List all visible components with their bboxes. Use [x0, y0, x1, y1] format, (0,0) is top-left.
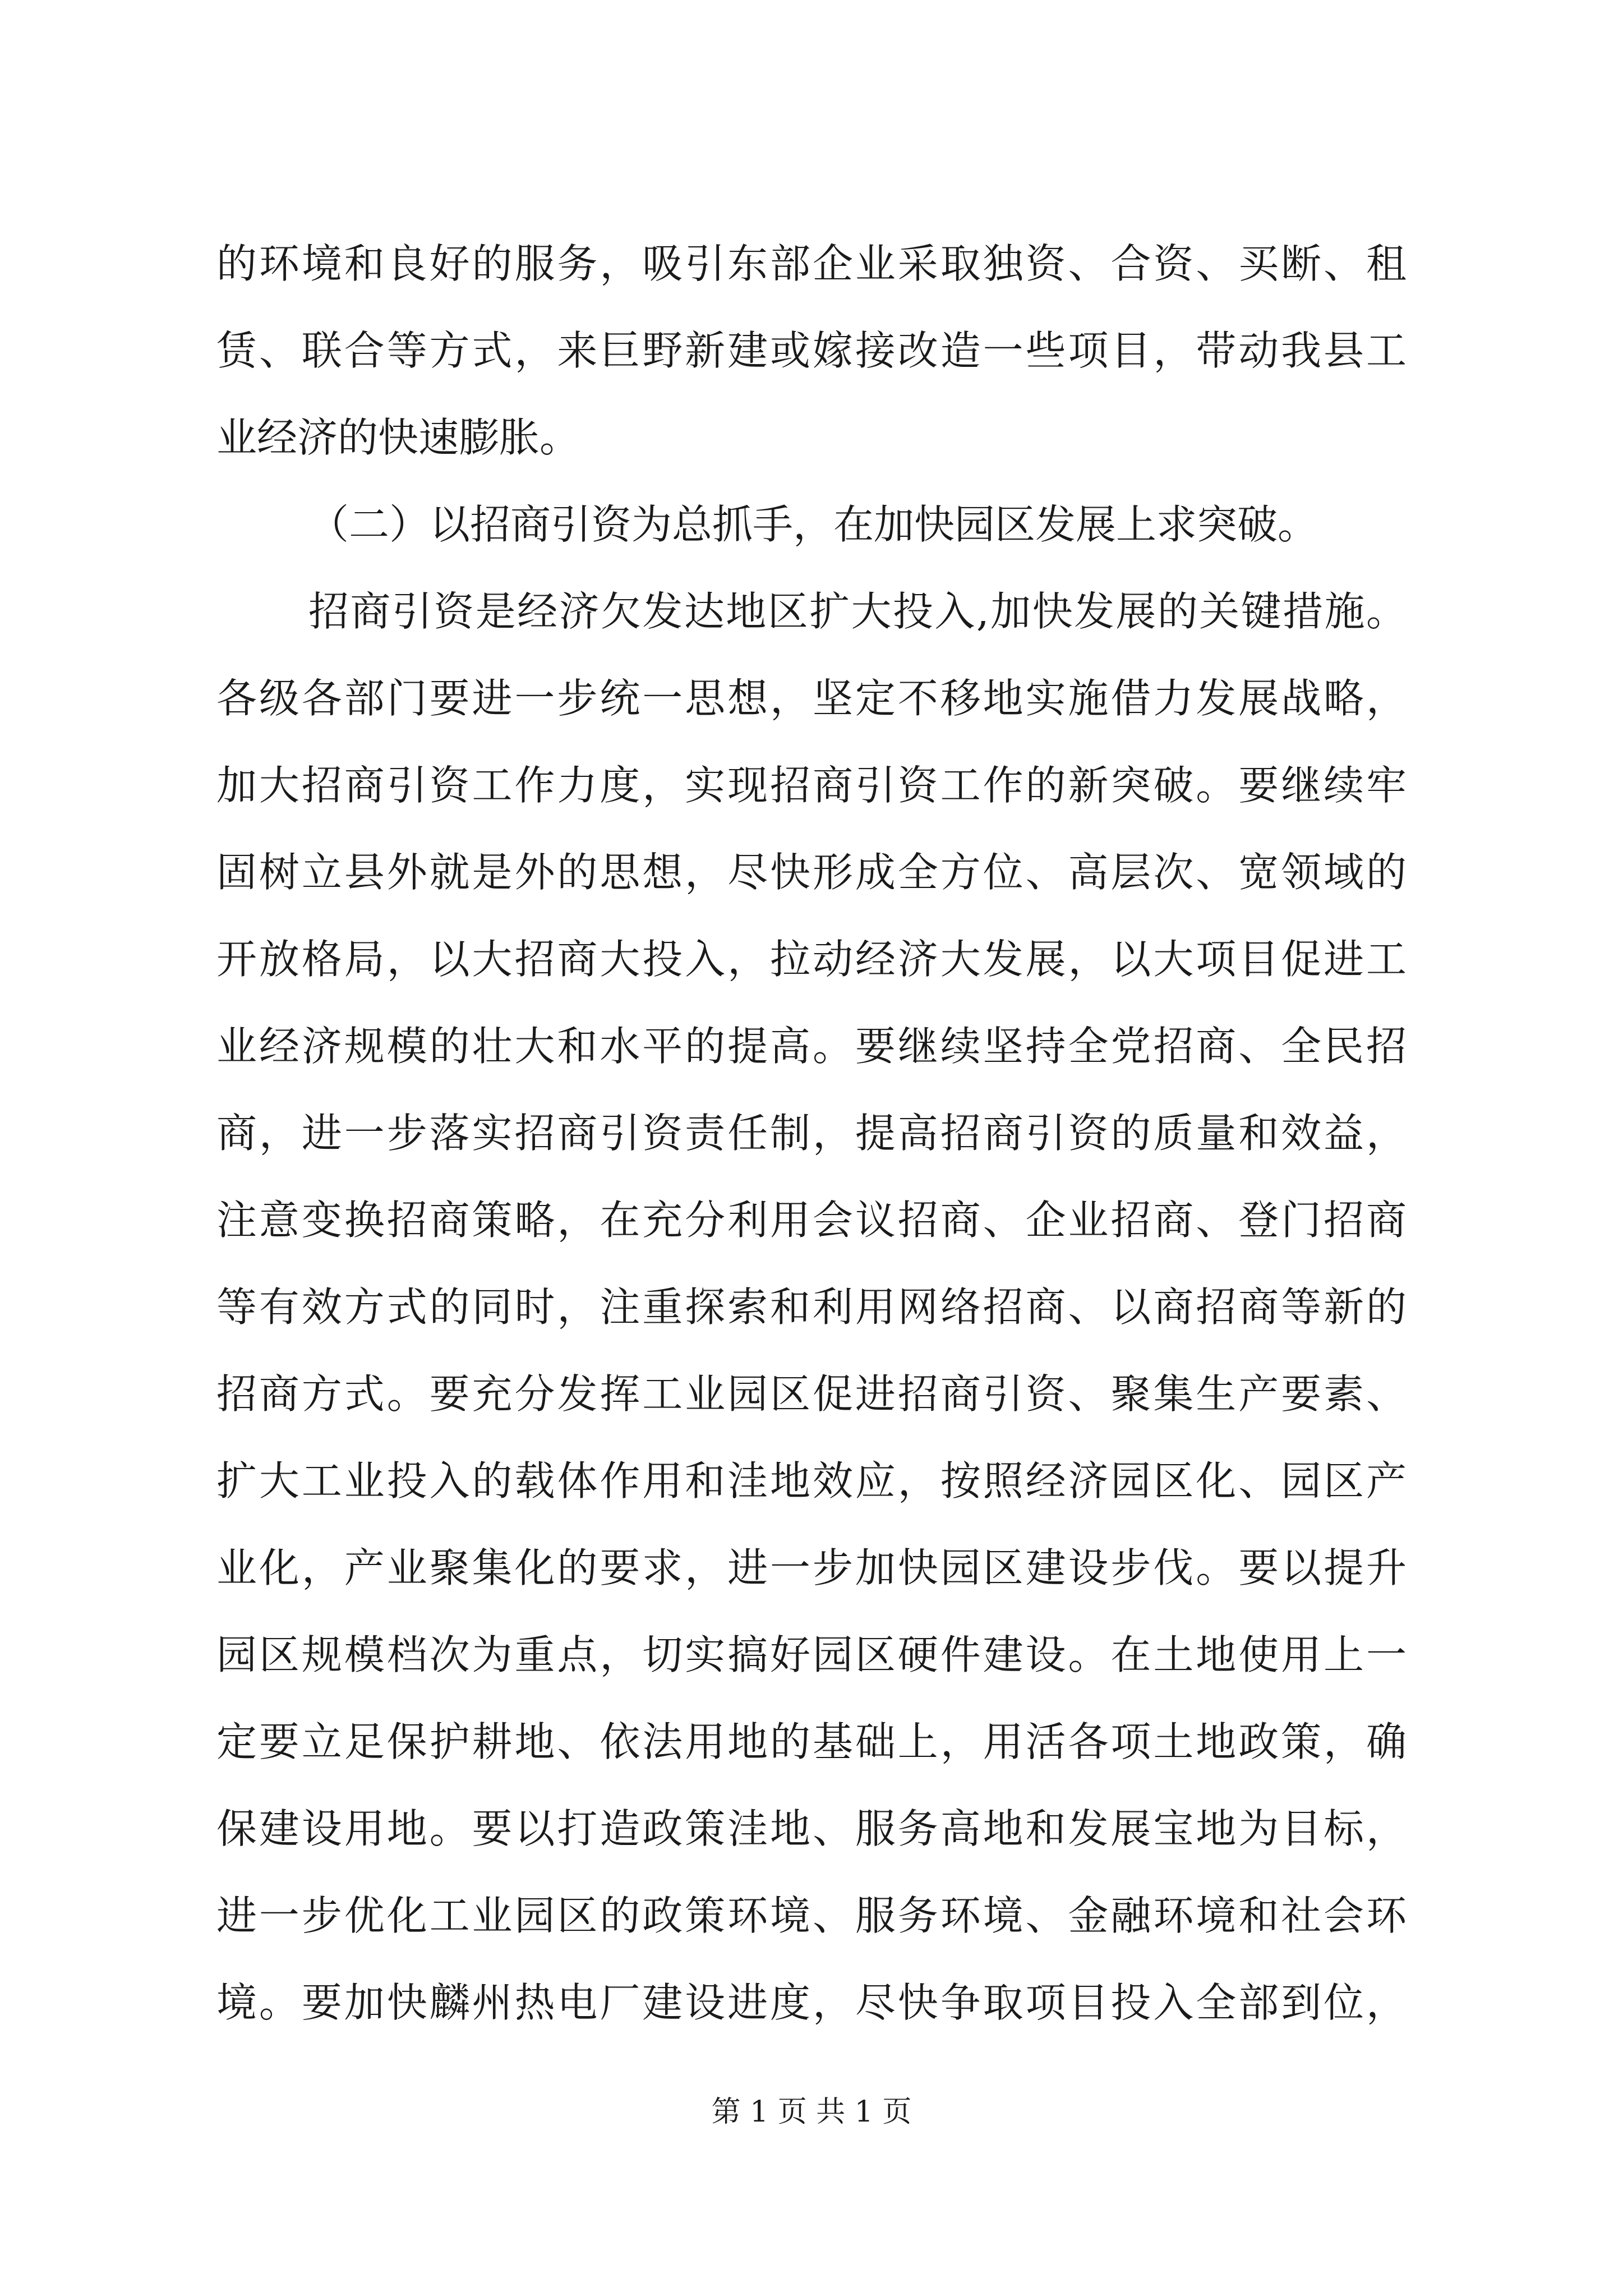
body-text-line: 招商方式。要充分发挥工业园区促进招商引资、聚集生产要素、 — [216, 1370, 1407, 1418]
body-text-line: 境。要加快麟州热电厂建设进度，尽快争取项目投入全部到位， — [216, 1979, 1407, 2026]
body-text-line: 赁、联合等方式，来巨野新建或嫁接改造一些项目，带动我县工 — [216, 327, 1407, 374]
body-text-line: 招商引资是经济欠发达地区扩大投入,加快发展的关键措施。 — [308, 588, 1407, 635]
body-text-line: 加大招商引资工作力度，实现招商引资工作的新突破。要继续牢 — [216, 762, 1407, 809]
body-text-line: 各级各部门要进一步统一思想，坚定不移地实施借力发展战略， — [216, 675, 1407, 722]
body-text-line: 业经济规模的壮大和水平的提高。要继续坚持全党招商、全民招 — [216, 1023, 1407, 1070]
body-text-line: 业经济的快速膨胀。 — [216, 414, 580, 461]
page-footer: 第 1 页 共 1 页 — [711, 2095, 912, 2129]
body-text-line: 等有效方式的同时，注重探索和利用网络招商、以商招商等新的 — [216, 1283, 1407, 1331]
body-text-line: 开放格局，以大招商大投入，拉动经济大发展，以大项目促进工 — [216, 936, 1407, 983]
body-text-line: 进一步优化工业园区的政策环境、服务环境、金融环境和社会环 — [216, 1892, 1407, 1939]
body-text-line: 扩大工业投入的载体作用和洼地效应，按照经济园区化、园区产 — [216, 1457, 1407, 1504]
body-text-line: 业化，产业聚集化的要求，进一步加快园区建设步伐。要以提升 — [216, 1544, 1407, 1591]
section-heading: （二）以招商引资为总抓手，在加快园区发展上求突破。 — [308, 501, 1318, 548]
body-text-line: 保建设用地。要以打造政策洼地、服务高地和发展宝地为目标， — [216, 1805, 1407, 1852]
body-text-line: 注意变换招商策略，在充分利用会议招商、企业招商、登门招商 — [216, 1197, 1407, 1244]
body-text-line: 定要立足保护耕地、依法用地的基础上，用活各项土地政策，确 — [216, 1718, 1407, 1765]
body-text-line: 固树立县外就是外的思想，尽快形成全方位、高层次、宽领域的 — [216, 849, 1407, 896]
body-text-line: 商，进一步落实招商引资责任制，提高招商引资的质量和效益， — [216, 1110, 1407, 1157]
body-text-line: 园区规模档次为重点，切实搞好园区硬件建设。在土地使用上一 — [216, 1631, 1407, 1678]
body-text-line: 的环境和良好的服务，吸引东部企业采取独资、合资、买断、租 — [216, 240, 1407, 287]
